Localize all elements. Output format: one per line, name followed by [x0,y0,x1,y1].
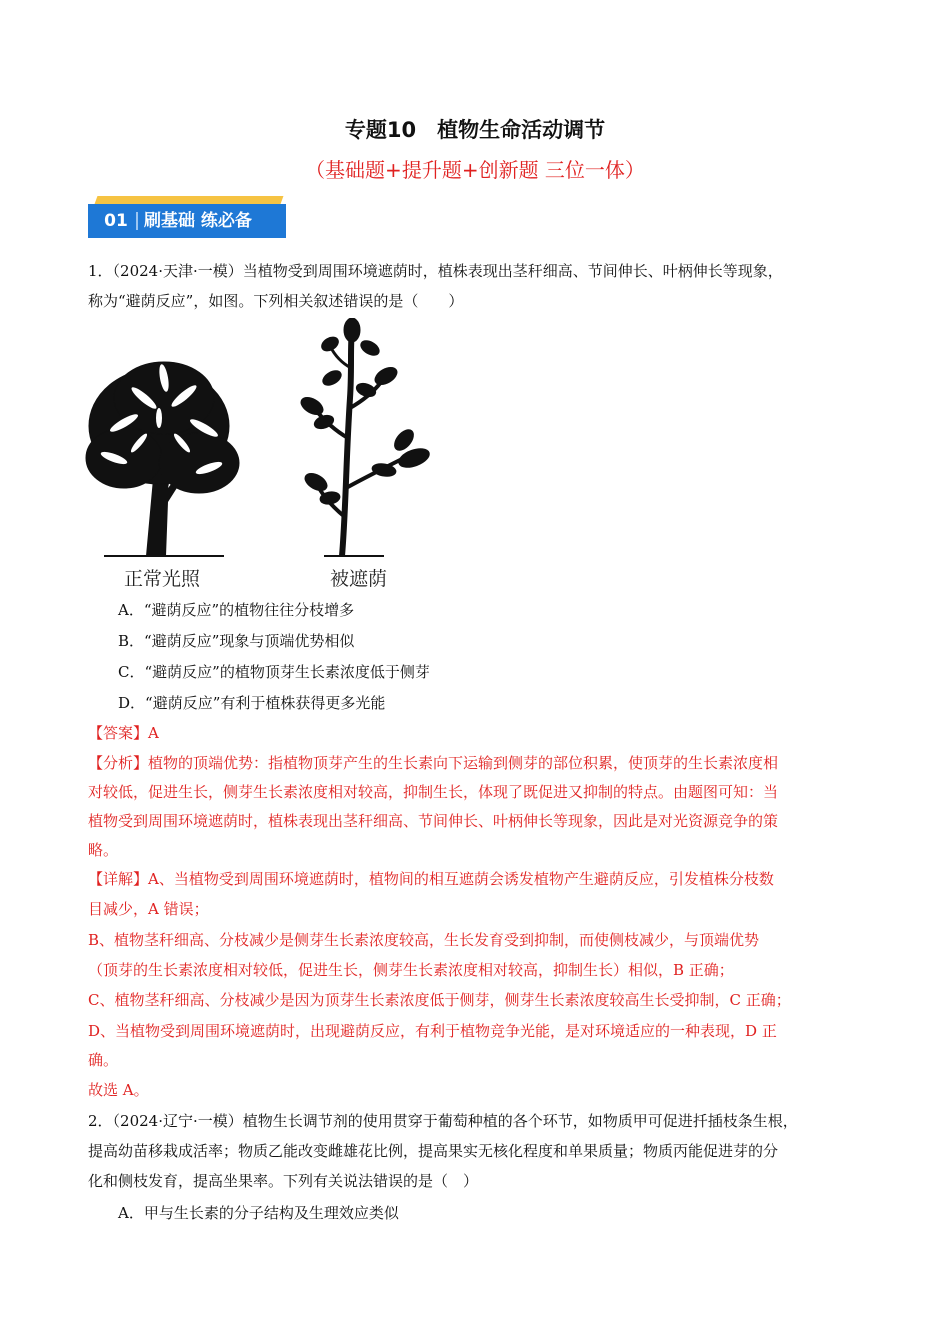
section-number: 01 [104,211,128,231]
q1-conclusion: 故选 A。 [88,1081,149,1099]
q2-option-a: A．甲与生长素的分子结构及生理效应类似 [118,1204,399,1222]
q1-analysis-line2: 对较低，促进生长，侧芽生长素浓度相对较高，抑制生长，体现了既促进又抑制的特点。由题图可知：当 [88,783,779,801]
q1-option-d: D．“避荫反应”有利于植株获得更多光能 [118,694,386,712]
document-title: 专题10 植物生命活动调节 [344,118,606,142]
section-label: 刷基础 练必备 [144,211,252,231]
q1-detail-line1: 【详解】A、当植物受到周围环境遮荫时，植物间的相互遮荫会诱发植物产生避荫反应，引发植株分枝数 [88,870,774,888]
q1-option-b: B．“避荫反应”现象与顶端优势相似 [118,632,355,650]
section-badge [88,196,288,242]
q2-stem-line1: 2．（2024·辽宁·一模）植物生长调节剂的使用贯穿于葡萄种植的各个环节，如物质甲可促进扦插枝条生根， [88,1112,798,1130]
q2-stem-line3: 化和侧枝发育，提高坐果率。下列有关说法错误的是（ ） [88,1172,479,1190]
q1-answer: 【答案】A [88,724,159,742]
section-badge-accent [95,196,284,204]
q1-detail-line5: C、植物茎秆细高、分枝减少是因为顶芽生长素浓度低于侧芽，侧芽生长素浓度较高生长受抑制，C 正确； [88,991,791,1009]
q1-analysis-line1: 【分析】植物的顶端优势：指植物顶芽产生的生长素向下运输到侧芽的部位积累，使顶芽的生长素浓度相 [88,754,779,772]
q1-analysis-line3: 植物受到周围环境遮荫时，植株表现出茎秆细高、节间伸长、叶柄伸长等现象，因此是对光资源竞争的策 [88,812,779,830]
q1-option-c: C．“避荫反应”的植物顶芽生长素浓度低于侧芽 [118,663,430,681]
plant-illustration [84,318,454,590]
caption-normal-light: 正常光照 [124,568,201,590]
q1-analysis-line4: 略。 [88,841,119,859]
document-subtitle: （基础题+提升题+创新题 三位一体） [305,158,645,182]
q1-option-a: A．“避荫反应”的植物往往分枝增多 [118,601,355,619]
q1-detail-line7: 确。 [88,1051,119,1069]
q1-detail-line4: （顶芽的生长素浓度相对较低，促进生长，侧芽生长素浓度相对较高，抑制生长）相似，B 正确； [88,961,734,979]
q1-figure [84,318,454,590]
normal-light-plant-icon [86,362,239,556]
q1-stem-line2: 称为“避荫反应”，如图。下列相关叙述错误的是（ ） [88,292,464,310]
q1-stem-line1: 1．（2024·天津·一模）当植物受到周围环境遮荫时，植株表现出茎秆细高、节间伸长、叶柄伸长等现象， [88,262,783,280]
q1-detail-line2: 目减少，A 错误； [88,900,209,918]
caption-shaded: 被遮荫 [330,568,388,590]
shaded-plant-icon [298,318,432,556]
q1-detail-line3: B、植物茎秆细高、分枝减少是侧芽生长素浓度较高，生长发育受到抑制，而使侧枝减少，与顶端优势 [88,931,760,949]
section-divider [136,212,138,230]
q2-stem-line2: 提高幼苗移栽成活率；物质乙能改变雌雄花比例，提高果实无核化程度和单果质量；物质丙能促进芽的分 [88,1142,779,1160]
q1-detail-line6: D、当植物受到周围环境遮荫时，出现避荫反应，有利于植物竞争光能，是对环境适应的一种表现，D 正 [88,1022,777,1040]
